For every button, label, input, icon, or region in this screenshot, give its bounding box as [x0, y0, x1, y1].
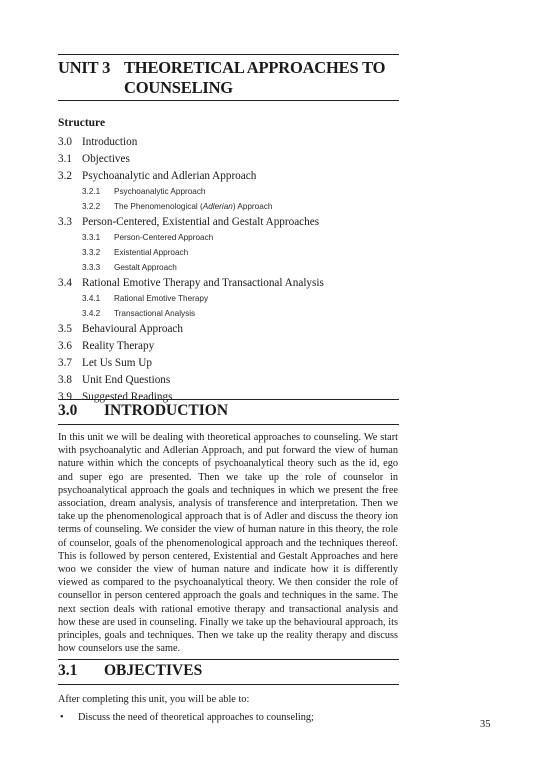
document-page: UNIT 3 THEORETICAL APPROACHES TO COUNSELING Structure 3.0 Introduction 3.1 Objectives 3.2 Psychoanalytic and Adlerian Approach 3.2.1 Psychoanalytic Approach 3.2.2 The Phenomenological (Adlerian) Approach 3.3 Person-Centered, Existential and Gestalt Approaches 3.3.1 Person-Centered Approach 3.3.2 Existential Approach 3.3.3 Gestalt Approach 3.4 Rational Emotive Therapy and Transactional Analysis 3.4.1 Rational Emotive Therapy 3.4.2 Transactional Analysis 3.5 Behavioural Approach 3.6 Reality Therapy 3.7 Let Us Sum Up 3.8 Unit End Questions 3.9 Suggested Readings 3.0 INTRODUCTION In this unit we will be dealing with theoretical approaches to counseling. We start with psychoanalytic and Adlerian Approach, and put forward the view of human nature within which the concepts of psychoanalytical theory such as the id, ego and super ego are presented. Then we take up the role of counselor in psychoanalytical approach the goals and techniques in which we present the free association, dream analysis, analysis of transference and interpretation. Then we take up the phenomenological approach that is of Adler and discuss the theory ion terms of counseling. We consider the view of human nature in this theory, the role of counselor, goals of the phenomenological approach and the techniques thereof. This is followed by person centered, Existential and Gestalt Approaches and here woo we consider the view of human nature and indicate how it is differently viewed as compared to the psychoanalytical theory. We then consider the role of counsellor in person centered approach the goals and techniques in the same. The next section deals with rational emotive therapy and transactional analysis and how these are used in counseling. Finally we take up the behavioural approach, its principles, goals and techniques. Then we take up the reality therapy and discuss how counselors use the same. 3.1 OBJECTIVES After completing this unit, you will be able to: • Discuss the need of theoretical approaches to counseling; 35 [0, 0, 550, 777]
structure-heading: Structure [58, 117, 106, 129]
introduction-paragraph: In this unit we will be dealing with theoretical approaches to counseling. We start with psychoanalytic and Adlerian Approach, and put forward the view of human nature within which the concepts of psychoanalytical theory such as the id, ego and super ego are presented. Then we take up the role of counselor in psychoanalytical approach the goals and techniques in which we present the free association, dream analysis, analysis of transference and interpretation. Then we take up the phenomenological approach that is of Adler and discuss the theory ion terms of counseling. We consider the view of human nature in this theory, the role of counselor, goals of the phenomenological approach and the techniques thereof. This is followed by person centered, Existential and Gestalt Approaches and here woo we consider the view of human nature and indicate how it is differently viewed as compared to the psychoanalytical theory. We then consider the role of counsellor in person centered approach the goals and techniques in the same. The next section deals with rational emotive therapy and transactional analysis and how these are used in counseling. Finally we take up the behavioural approach, its principles, goals and techniques. Then we take up the reality therapy and discuss how counselors use the same. [58, 432, 398, 655]
objectives-bottom-rule [58, 684, 399, 685]
unit-title-line-1: THEORETICAL APPROACHES TO [124, 58, 386, 77]
title-bottom-rule [58, 100, 399, 101]
intro-bottom-rule [58, 424, 399, 425]
page-number: 35 [480, 719, 491, 730]
intro-top-rule [58, 399, 399, 400]
objectives-lead: After completing this unit, you will be able to: [58, 694, 250, 705]
bullet-icon: • [60, 712, 64, 723]
unit-title-line-2: COUNSELING [124, 78, 233, 97]
title-top-rule [58, 54, 399, 55]
objectives-top-rule [58, 659, 399, 660]
unit-number: UNIT 3 [58, 58, 111, 77]
